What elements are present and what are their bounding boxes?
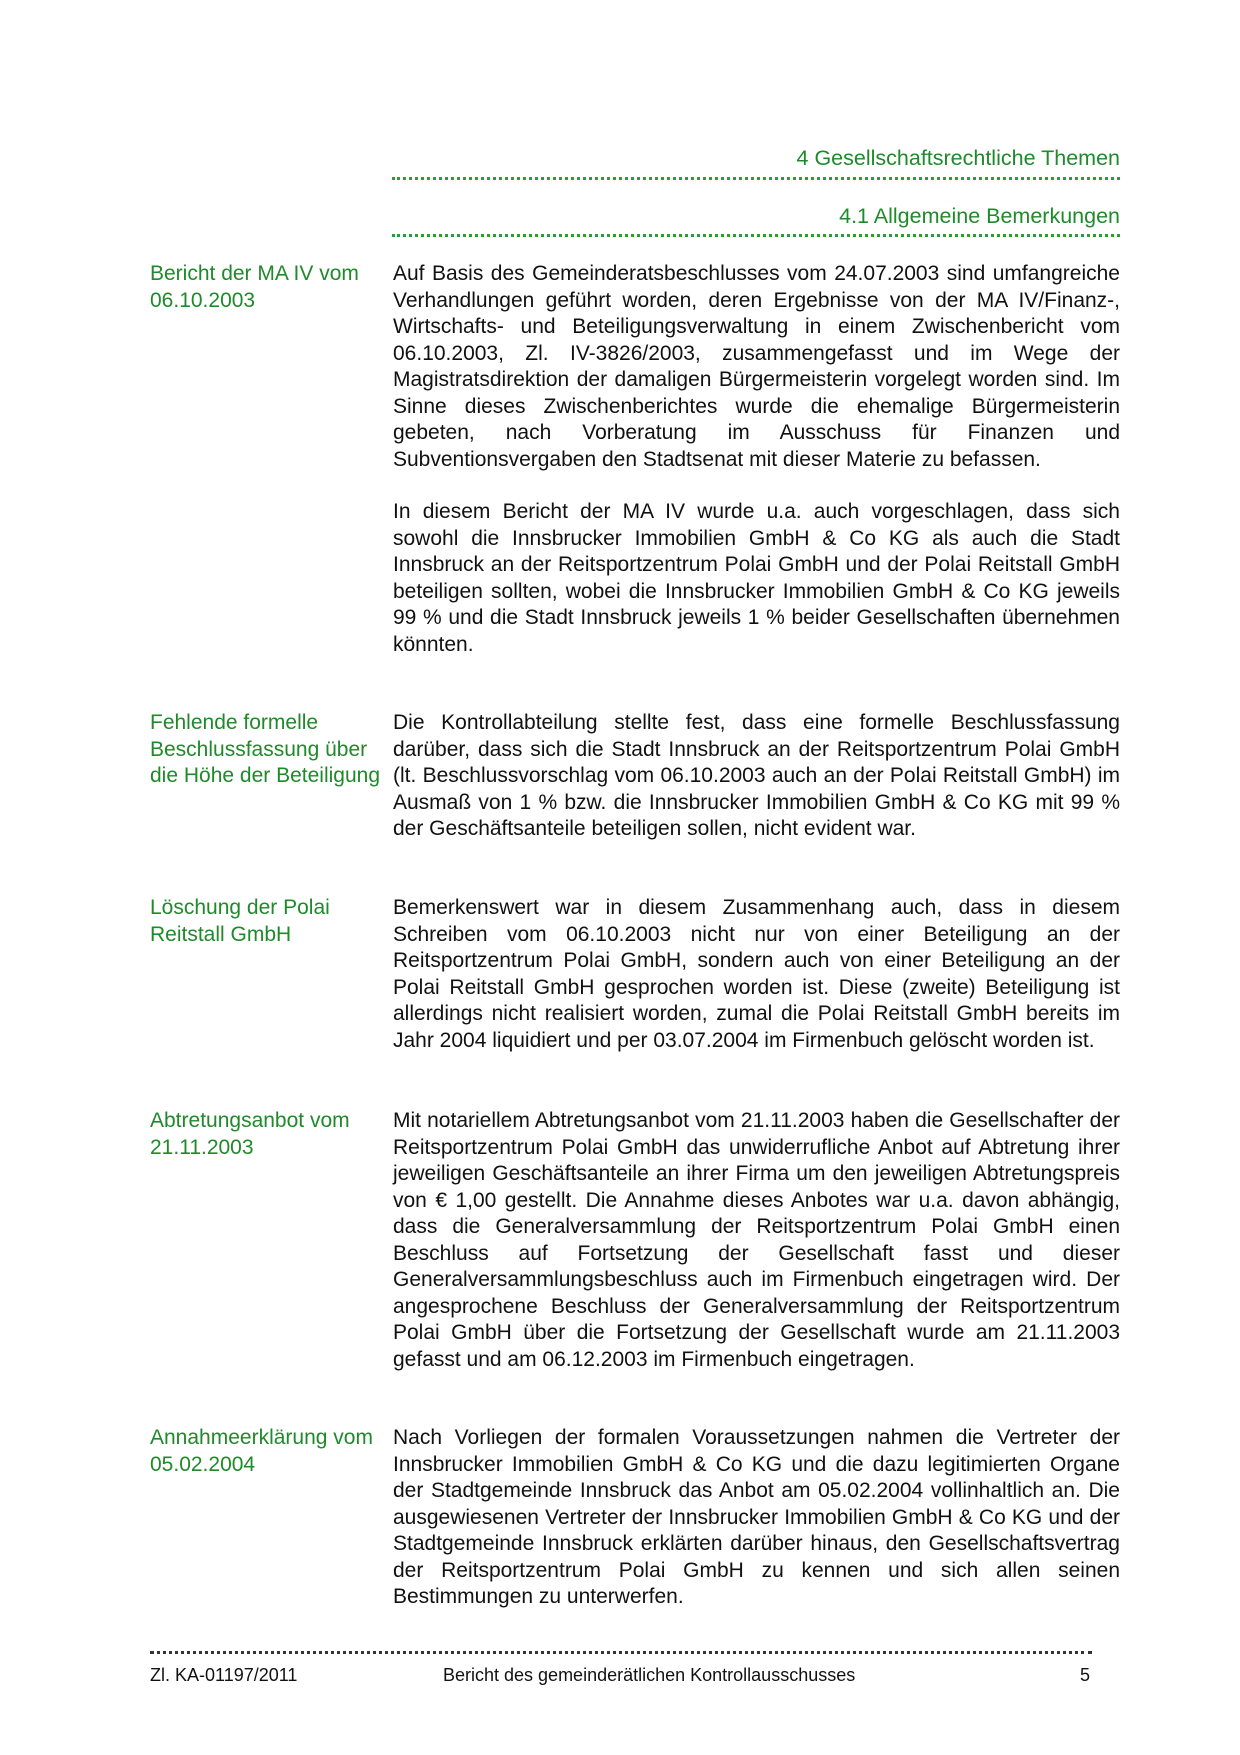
body-section — [393, 261, 1120, 658]
margin-note: Löschung der Polai Reitstall GmbH — [150, 896, 330, 946]
body-section — [393, 1108, 1120, 1373]
section-heading: 4.1 Allgemeine Bemerkungen — [839, 204, 1120, 228]
page-number: 5 — [1080, 1665, 1091, 1685]
footer-reference: Zl. KA-01197/2011 — [150, 1665, 298, 1685]
margin-note: Abtretungsanbot vom 21.11.2003 — [150, 1109, 350, 1159]
margin-note: Annahmeerklärung vom 05.02.2004 — [150, 1426, 373, 1476]
footer-title: Bericht des gemeinderätlichen Kontrollausschusses — [443, 1665, 856, 1685]
paragraph: Auf Basis des Gemeinderatsbeschlusses vom 24.07.2003 sind umfangreiche Verhandlungen geführt worden, deren Ergebnisse von der MA IV/Finanz-, Wirtschafts- und Beteiligungsverwaltung in einem Zwischenbericht vom 06.10.2003, Zl. IV-3826/2003, zusammengefasst und im Wege der Magistratsdirektion der damaligen Bürgermeisterin vorgelegt worden sind. Im Sinne dieses Zwischenberichtes wurde die ehemalige Bürgermeisterin gebeten, nach Vorberatung im Ausschuss für Finanzen und Subventionsvergaben den Stadtsenat mit dieser Materie zu befassen. — [393, 262, 1120, 471]
paragraph: Nach Vorliegen der formalen Voraussetzungen nahmen die Vertreter der Innsbrucker Immobilien GmbH & Co KG und die dazu legitimierten Organe der Stadtgemeinde Innsbruck das Anbot am 05.02.2004 vollinhaltlich an. Die ausgewiesenen Vertreter der Innsbrucker Immobilien GmbH & Co KG und der Stadtgemeinde Innsbruck erklärten darüber hinaus, den Gesellschaftsvertrag der Reitsportzentrum Polai GmbH zu kennen und sich allen seinen Bestimmungen zu unterwerfen. — [393, 1426, 1120, 1608]
paragraph: Die Kontrollabteilung stellte fest, dass eine formelle Beschlussfassung darüber, dass sich die Stadt Innsbruck an der Reitsportzentrum Polai GmbH (lt. Beschlussvorschlag vom 06.10.2003 auch an der Polai Reitstall GmbH) im Ausmaß von 1 % bzw. die Innsbrucker Immobilien GmbH & Co KG mit 99 % der Geschäftsanteile beteiligen sollen, nicht evident war. — [393, 711, 1120, 840]
margin-note: Bericht der MA IV vom 06.10.2003 — [150, 262, 359, 312]
chapter-heading-rule — [392, 177, 1120, 180]
footer-rule — [150, 1651, 1092, 1654]
chapter-heading: 4 Gesellschaftsrechtliche Themen — [796, 146, 1120, 170]
body-section — [393, 710, 1120, 843]
section-heading-rule — [392, 234, 1120, 237]
paragraph: In diesem Bericht der MA IV wurde u.a. auch vorgeschlagen, dass sich sowohl die Innsbrucker Immobilien GmbH & Co KG als auch die Stadt Innsbruck an der Reitsportzentrum Polai GmbH und der Polai Reitstall GmbH beteiligen sollten, wobei die Innsbrucker Immobilien GmbH & Co KG jeweils 99 % und die Stadt Innsbruck jeweils 1 % beider Gesellschaften übernehmen könnten. — [393, 500, 1120, 656]
paragraph: Bemerkenswert war in diesem Zusammenhang auch, dass in diesem Schreiben vom 06.10.2003 nicht nur von einer Beteiligung an der Reitsportzentrum Polai GmbH, sondern auch von einer Beteiligung an der Polai Reitstall GmbH gesprochen worden ist. Diese (zweite) Beteiligung ist allerdings nicht realisiert worden, zumal die Polai Reitstall GmbH bereits im Jahr 2004 liquidiert und per 03.07.2004 im Firmenbuch gelöscht worden ist. — [393, 896, 1120, 1052]
margin-note: Fehlende formelle Beschlussfassung über die Höhe der Beteiligung — [150, 711, 380, 787]
paragraph: Mit notariellem Abtretungsanbot vom 21.11.2003 haben die Gesellschafter der Reitsportzentrum Polai GmbH das unwiderrufliche Anbot auf Abtretung ihrer jeweiligen Geschäftsanteile an ihrer Firma um den jeweiligen Abtretungspreis von € 1,00 gestellt. Die Annahme dieses Anbotes war u.a. davon abhängig, dass die Generalversammlung der Reitsportzentrum Polai GmbH einen Beschluss auf Fortsetzung der Gesellschaft fasst und dieser Generalversammlungsbeschluss auch im Firmenbuch eingetragen wird. Der angesprochene Beschluss der Generalversammlung der Reitsportzentrum Polai GmbH über die Fortsetzung der Gesellschaft wurde am 21.11.2003 gefasst und am 06.12.2003 im Firmenbuch eingetragen. — [393, 1109, 1120, 1371]
body-section — [393, 895, 1120, 1054]
body-section — [393, 1425, 1120, 1611]
